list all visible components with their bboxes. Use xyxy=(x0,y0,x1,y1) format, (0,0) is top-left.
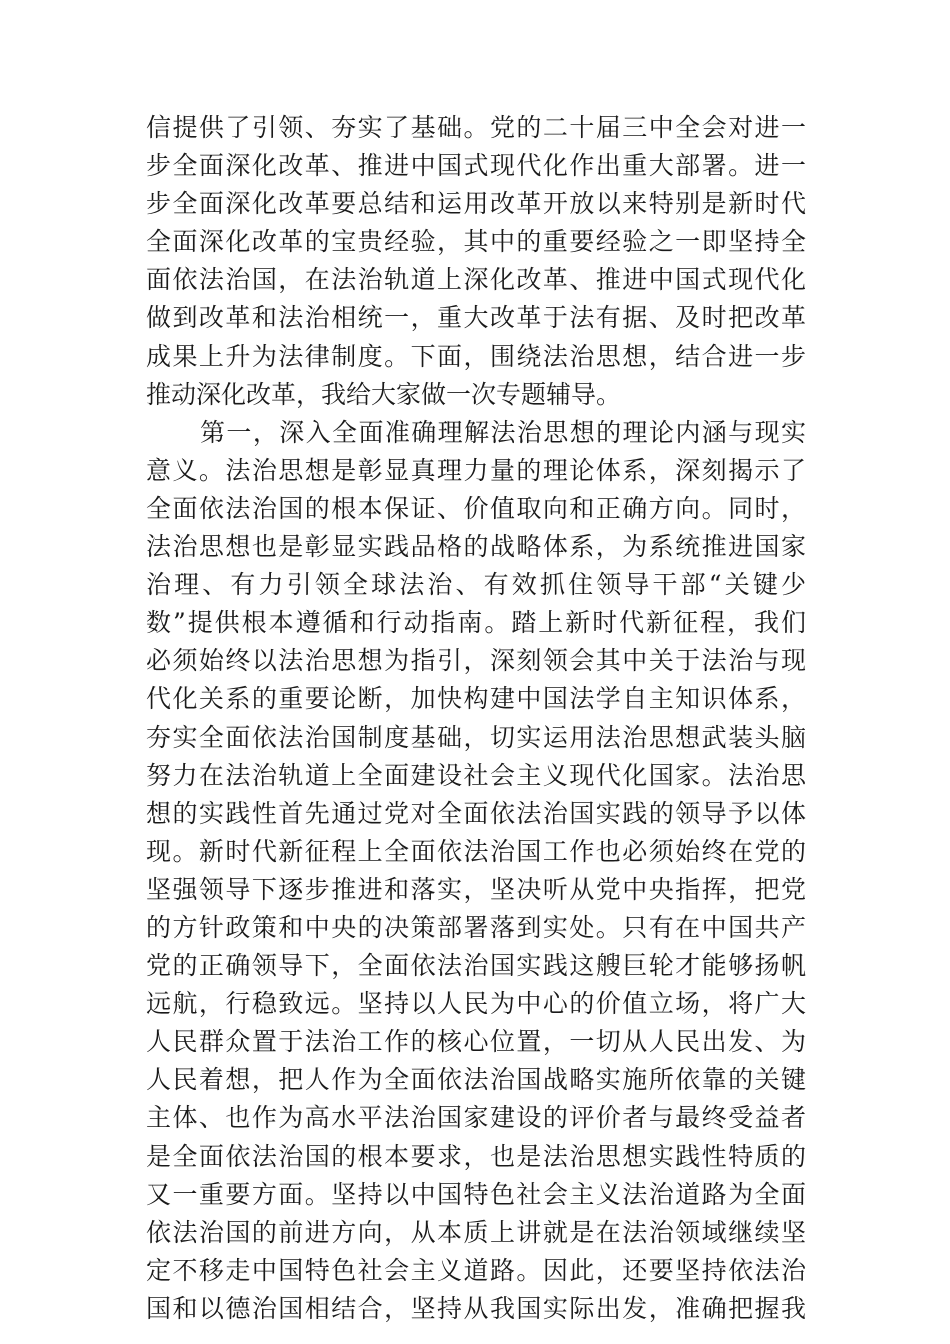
text-line: 想的实践性首先通过党对全面依法治国实践的领导予以体 xyxy=(146,798,806,828)
document-body xyxy=(146,109,806,1328)
text-line: 党的正确领导下，全面依法治国实践这艘巨轮才能够扬帆 xyxy=(146,951,806,981)
text-line: 法治思想也是彰显实践品格的战略体系，为系统推进国家 xyxy=(146,532,806,562)
text-line: 是全面依法治国的根本要求，也是法治思想实践性特质的 xyxy=(146,1141,806,1171)
text-line: 的方针政策和中央的决策部署落到实处。只有在中国共产 xyxy=(146,912,806,942)
text-line: 代化关系的重要论断，加快构建中国法学自主知识体系， xyxy=(146,684,806,714)
text-line: 远航，行稳致远。坚持以人民为中心的价值立场，将广大 xyxy=(146,989,806,1019)
text-line: 做到改革和法治相统一，重大改革于法有据、及时把改革 xyxy=(146,303,806,333)
text-line: 国和以德治国相结合，坚持从我国实际出发，准确把握我 xyxy=(146,1293,806,1323)
text-line: 数”提供根本遵循和行动指南。踏上新时代新征程，我们 xyxy=(146,608,806,638)
text-line: 推动深化改革，我给大家做一次专题辅导。 xyxy=(146,379,622,409)
text-line: 人民着想，把人作为全面依法治国战略实施所依靠的关键 xyxy=(146,1065,806,1095)
text-line: 面依法治国，在法治轨道上深化改革、推进中国式现代化 xyxy=(146,265,806,295)
text-line: 人民群众置于法治工作的核心位置，一切从人民出发、为 xyxy=(146,1027,806,1057)
text-line: 意义。法治思想是彰显真理力量的理论体系，深刻揭示了 xyxy=(146,455,806,485)
text-line: 步全面深化改革要总结和运用改革开放以来特别是新时代 xyxy=(146,189,806,219)
text-line: 步全面深化改革、推进中国式现代化作出重大部署。进一 xyxy=(146,151,806,181)
text-line: 第一，深入全面准确理解法治思想的理论内涵与现实 xyxy=(200,417,806,447)
text-line: 努力在法治轨道上全面建设社会主义现代化国家。法治思 xyxy=(146,760,806,790)
text-line: 依法治国的前进方向，从本质上讲就是在法治领域继续坚 xyxy=(146,1217,806,1247)
text-line: 成果上升为法律制度。下面，围绕法治思想，结合进一步 xyxy=(146,341,806,371)
text-line: 夯实全面依法治国制度基础，切实运用法治思想武装头脑 xyxy=(146,722,806,752)
text-line: 治理、有力引领全球法治、有效抓住领导干部“关键少 xyxy=(146,570,806,600)
text-line: 现。新时代新征程上全面依法治国工作也必须始终在党的 xyxy=(146,836,806,866)
text-line: 全面深化改革的宝贵经验，其中的重要经验之一即坚持全 xyxy=(146,227,806,257)
text-line: 又一重要方面。坚持以中国特色社会主义法治道路为全面 xyxy=(146,1179,806,1209)
text-line: 定不移走中国特色社会主义道路。因此，还要坚持依法治 xyxy=(146,1255,806,1285)
text-line: 信提供了引领、夯实了基础。党的二十届三中全会对进一 xyxy=(146,113,806,142)
text-line: 必须始终以法治思想为指引，深刻领会其中关于法治与现 xyxy=(146,646,806,676)
text-line: 主体、也作为高水平法治国家建设的评价者与最终受益者 xyxy=(146,1103,806,1133)
text-line: 全面依法治国的根本保证、价值取向和正确方向。同时， xyxy=(146,493,806,523)
text-line: 坚强领导下逐步推进和落实，坚决听从党中央指挥，把党 xyxy=(146,874,806,904)
